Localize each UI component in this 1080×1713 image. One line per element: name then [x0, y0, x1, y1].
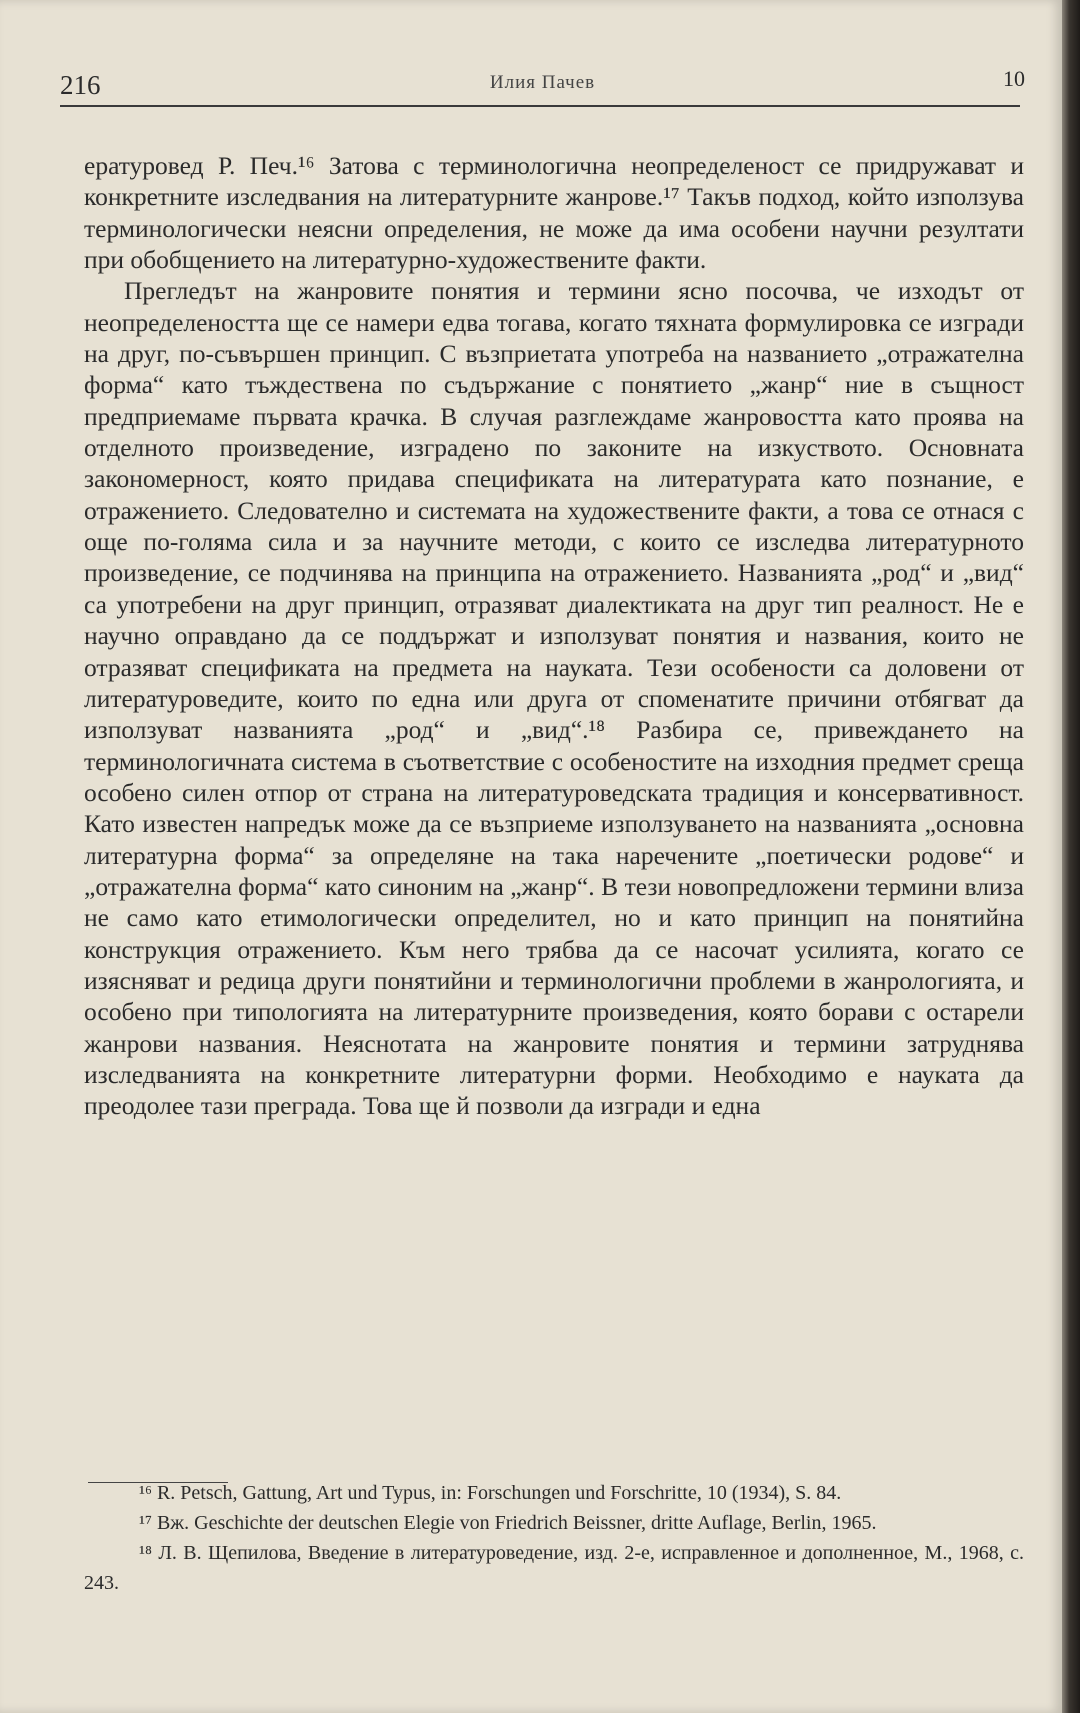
footnote-17: ¹⁷ Вж. Geschichte der deutschen Elegie von Friedrich Beissner, dritte Auflage, Berlin, 1965. [139, 1512, 877, 1534]
footnote-16: ¹⁶ R. Petsch, Gattung, Art und Typus, in: Forschungen und Forschritte, 10 (1934), S. 84. [139, 1482, 842, 1504]
body-text [84, 150, 1024, 1122]
running-head-author: Илия Пачев [489, 72, 596, 93]
paragraph: ературовед Р. Печ.¹⁶ Затова с терминологична неопределеност се придружават и конкретните изследвания на литературните жанрове.¹⁷ Такъв подход, който използува терминологически неясни определения, не може да има особени научни резултати при обобщението на литературно-художествените факти. [84, 151, 1024, 275]
page-number: 216 [60, 70, 101, 100]
header-rule [60, 105, 1020, 107]
page-header [60, 60, 1025, 104]
footnotes [84, 1478, 1024, 1598]
paragraph: Прегледът на жанровите понятия и термини ясно посочва, че изходът от неопределеността ще се намери едва тогава, когато тяхната формулировка се изгради на друг, по-съвършен принцип. С възприетата употреба на названието „отражателна форма“ като тъждествена по съдържание с понятието „жанр“ ние в същност предприемаме първата крачка. В случая разглеждаме жанровостта като проява на отделното произведение, изградено по законите на изкуството. Основната закономерност, която придава спецификата на литературата като познание, е отражението. Следователно и системата на художествените факти, а това се отнася с още по-голяма сила и за научните методи, с които се изследва литературното произведение, се подчинява на принципа на отражението. Названията „род“ и „вид“ са употребени на друг принцип, отразяват диалектиката на друг тип реалност. Не е научно оправдано да се поддържат и използуват понятия и названия, които не отразяват спецификата на предмета на науката. Тези особености са доловени от литературоведите, които по една или друга от споменатите причини отбягват да използуват названията „род“ и „вид“.¹⁸ Разбира се, привеждането на терминологичната система в съответствие с особеностите на изходния предмет среща особено силен отпор от страна на литературоведската традиция и консервативност. Като известен напредък може да се възприеме използуването на названията „основна литературна форма“ за определяне на така наречените „поетически родове“ и „отражателна форма“ като синоним на „жанр“. В тези новопредложени термини влиза не само като етимологически определител, но и като принцип на понятийна конструкция отражението. Към него трябва да се насочат усилията, когато се изясняват и редица други понятийни и терминологични проблеми в жанрологията, и особено при типологията на литературните произведения, която борави с остарели жанрови названия. Неяснотата на жанровите понятия и термини затруднява изследванията на конкретните литературни форми. Необходимо е науката да преодолее тази преграда. Това ще й позволи да изгради и една [84, 276, 1024, 1121]
footnote-18: ¹⁸ Л. В. Щепилова, Введение в литературоведение, изд. 2-е, исправленное и дополненное, М., 1968, с. 243. [84, 1542, 1024, 1594]
section-number: 10 [1003, 66, 1025, 91]
book-spine-edge [1062, 0, 1080, 1713]
